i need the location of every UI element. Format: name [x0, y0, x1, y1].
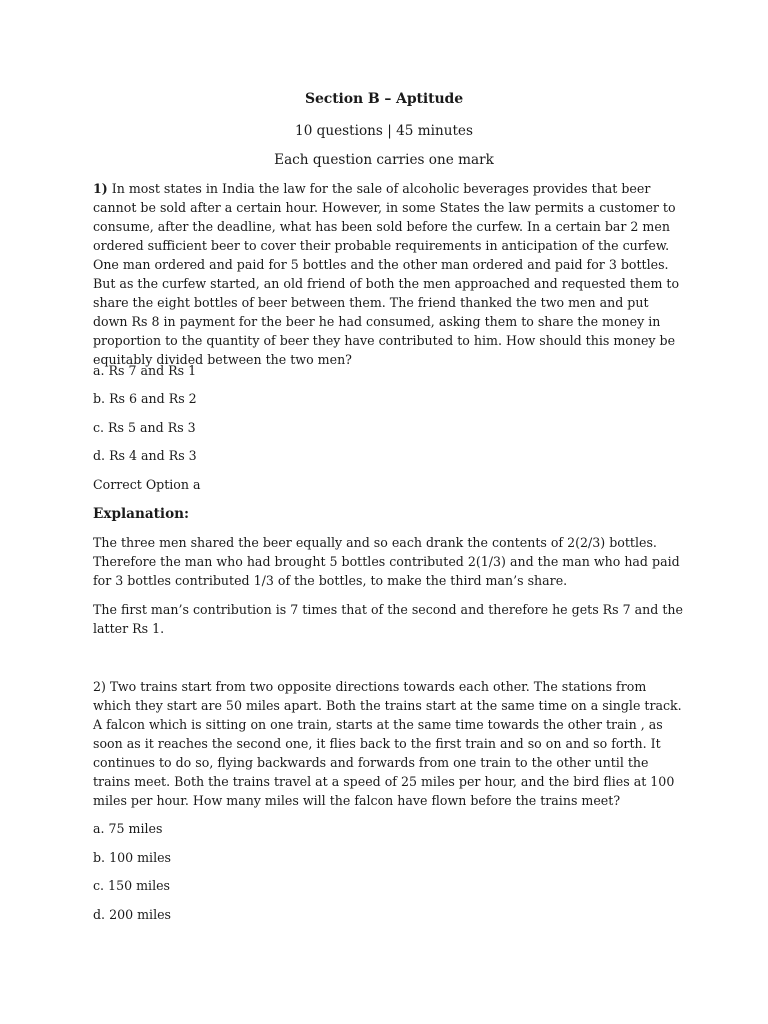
section-title: Section B – Aptitude	[304, 91, 464, 107]
question-2-option-d: d. 200 miles	[93, 907, 172, 922]
question-1	[93, 179, 683, 369]
question-1-option-a: a. Rs 7 and Rs 1	[93, 363, 197, 378]
question-2-option-b: b. 100 miles	[93, 850, 172, 865]
section-marks-note: Each question carries one mark	[274, 152, 494, 168]
explanation-heading: Explanation:	[93, 506, 190, 522]
question-1-option-d: d. Rs 4 and Rs 3	[93, 448, 197, 463]
question-1-option-c: c. Rs 5 and Rs 3	[93, 420, 196, 435]
question-1-correct-option: Correct Option a	[93, 477, 201, 492]
explanation-paragraph-2: The first man’s contribution is 7 times that of the second and therefore he gets Rs 7 and the latter Rs 1.	[93, 602, 683, 636]
question-1-text: In most states in India the law for the sale of alcoholic beverages provides that beer cannot be sold after a certain hour. However, in some States the law permits a customer to consume, after the deadline, what has been sold before the curfew. In a certain bar 2 men ordered sufficient beer to cover their probable requirements in anticipation of the curfew. One man ordered and paid for 5 bottles and the other man ordered and paid for 3 bottles. But as the curfew started, an old friend of both the men approached and requested them to share the eight bottles of beer between them. The friend thanked the two men and put down Rs 8 in payment for the beer he had consumed, asking them to share the money in proportion to the quantity of beer they have contributed to him. How should this money be equitably divided between the two men?	[93, 181, 680, 367]
explanation-paragraph-1: The three men shared the beer equally and so each drank the contents of 2(2/3) bottles. Therefore the man who had brought 5 bottles contributed 2(1/3) and the man who had paid for 3 bottles contributed 1/3 of the bottles, to make the third man’s share.	[93, 535, 680, 588]
question-1-number: 1)	[93, 181, 108, 196]
question-2: 2) Two trains start from two opposite directions towards each other. The stations from which they start are 50 miles apart. Both the trains start at the same time on a single track. A falcon which is sitting on one train, starts at the same time towards the other train , as soon as it reaches the second one, it flies back to the first train and so on and so forth. It continues to do so, flying backwards and forwards from one train to the other until the trains meet. Both the trains travel at a speed of 25 miles per hour, and the bird flies at 100 miles per hour. How many miles will the falcon have flown before the trains meet?	[93, 679, 682, 808]
section-meta: 10 questions | 45 minutes	[295, 123, 473, 139]
question-2-option-a: a. 75 miles	[93, 821, 163, 836]
question-2-option-c: c. 150 miles	[93, 878, 171, 893]
question-1-option-b: b. Rs 6 and Rs 2	[93, 391, 197, 406]
